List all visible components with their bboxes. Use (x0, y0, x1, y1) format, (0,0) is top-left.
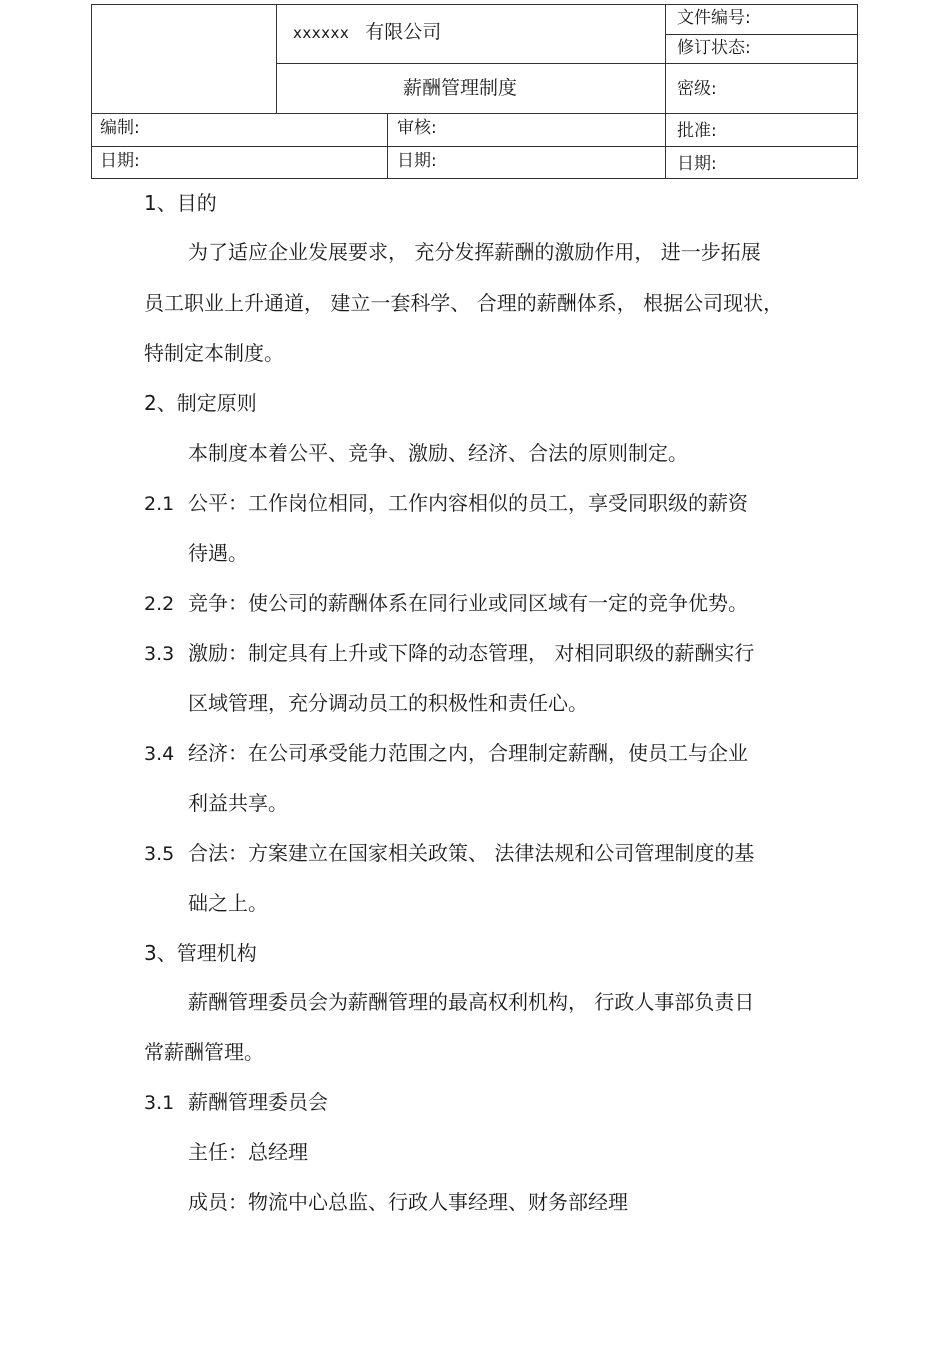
item-2-2-text: 竞争：使公司的薪酬体系在同行业或同区域有一定的竞争优势。 (188, 591, 748, 615)
item-3-4-line-1 (144, 743, 748, 764)
section-1-paragraph-line-2: 员工职业上升通道， 建立一套科学、 合理的薪酬体系， 根据公司现状， (144, 291, 784, 315)
prepared-by-label: 编制: (100, 118, 140, 138)
section-3-paragraph-line-2: 常薪酬管理。 (144, 1040, 264, 1064)
item-3-4-number: 3.4 (144, 743, 175, 765)
committee-members: 成员：物流中心总监、行政人事经理、财务部经理 (188, 1190, 628, 1214)
table-divider-right-col (665, 4, 666, 179)
reviewed-date-label: 日期: (397, 151, 437, 171)
table-divider-revision (665, 34, 858, 35)
item-2-1-text: 公平：工作岗位相同，工作内容相似的员工，享受同职级的薪资 (188, 491, 748, 515)
table-border-right (857, 4, 858, 179)
item-3-5-text: 合法：方案建立在国家相关政策、 法律法规和公司管理制度的基 (188, 841, 755, 865)
item-3-4-line-2: 利益共享。 (188, 791, 288, 815)
table-divider-logo (276, 4, 277, 114)
table-border-top (91, 4, 858, 5)
section-2-paragraph: 本制度本着公平、竞争、激励、经济、合法的原则制定。 (188, 441, 688, 465)
company-suffix: 有限公司 (365, 21, 442, 43)
table-divider-signoff (91, 113, 858, 114)
company-prefix: xxxxxx (293, 24, 350, 42)
revision-status-label: 修订状态: (677, 38, 751, 58)
item-3-3-number: 3.3 (144, 643, 175, 665)
table-border-bottom (91, 178, 858, 179)
secret-level-label: 密级: (677, 79, 717, 99)
item-3-3-line-1 (144, 643, 754, 664)
file-number-label: 文件编号: (677, 8, 751, 28)
item-3-5-line-1 (144, 843, 754, 864)
company-name (293, 23, 441, 42)
section-1-heading: 1、目的 (144, 191, 217, 215)
document-header-table (0, 0, 950, 180)
item-3-1-line-1 (144, 1092, 328, 1113)
item-2-2-number: 2.2 (144, 593, 175, 615)
item-3-5-line-2: 础之上。 (188, 891, 268, 915)
item-2-1-line-2: 待遇。 (188, 541, 248, 565)
table-divider-dates (91, 146, 858, 147)
item-3-4-text: 经济：在公司承受能力范围之内，合理制定薪酬，使员工与企业 (188, 741, 748, 765)
section-1-paragraph-line-1: 为了适应企业发展要求， 充分发挥薪酬的激励作用， 进一步拓展 (188, 240, 761, 264)
section-3-heading: 3、管理机构 (144, 941, 257, 965)
section-1-paragraph-line-3: 特制定本制度。 (144, 341, 284, 365)
approved-date-label: 日期: (677, 154, 717, 174)
prepared-date-label: 日期: (100, 151, 140, 171)
committee-director: 主任：总经理 (188, 1140, 308, 1164)
section-3-paragraph-line-1: 薪酬管理委员会为薪酬管理的最高权利机构， 行政人事部负责日 (188, 990, 755, 1014)
section-2-heading: 2、制定原则 (144, 391, 257, 415)
item-2-1-line-1 (144, 493, 748, 514)
item-2-1-number: 2.1 (144, 493, 175, 515)
table-divider-title (276, 63, 858, 64)
item-2-2-line-1 (144, 593, 748, 614)
reviewed-by-label: 审核: (397, 118, 437, 138)
item-3-3-line-2: 区域管理，充分调动员工的积极性和责任心。 (188, 691, 588, 715)
item-3-5-number: 3.5 (144, 843, 175, 865)
approved-by-label: 批准: (677, 121, 717, 141)
table-divider-mid-col (387, 113, 388, 179)
item-3-1-number: 3.1 (144, 1092, 175, 1114)
document-title: 薪酬管理制度 (403, 77, 518, 99)
table-border-left (91, 4, 92, 179)
item-3-3-text: 激励：制定具有上升或下降的动态管理， 对相同职级的薪酬实行 (188, 641, 755, 665)
item-3-1-text: 薪酬管理委员会 (188, 1090, 328, 1114)
